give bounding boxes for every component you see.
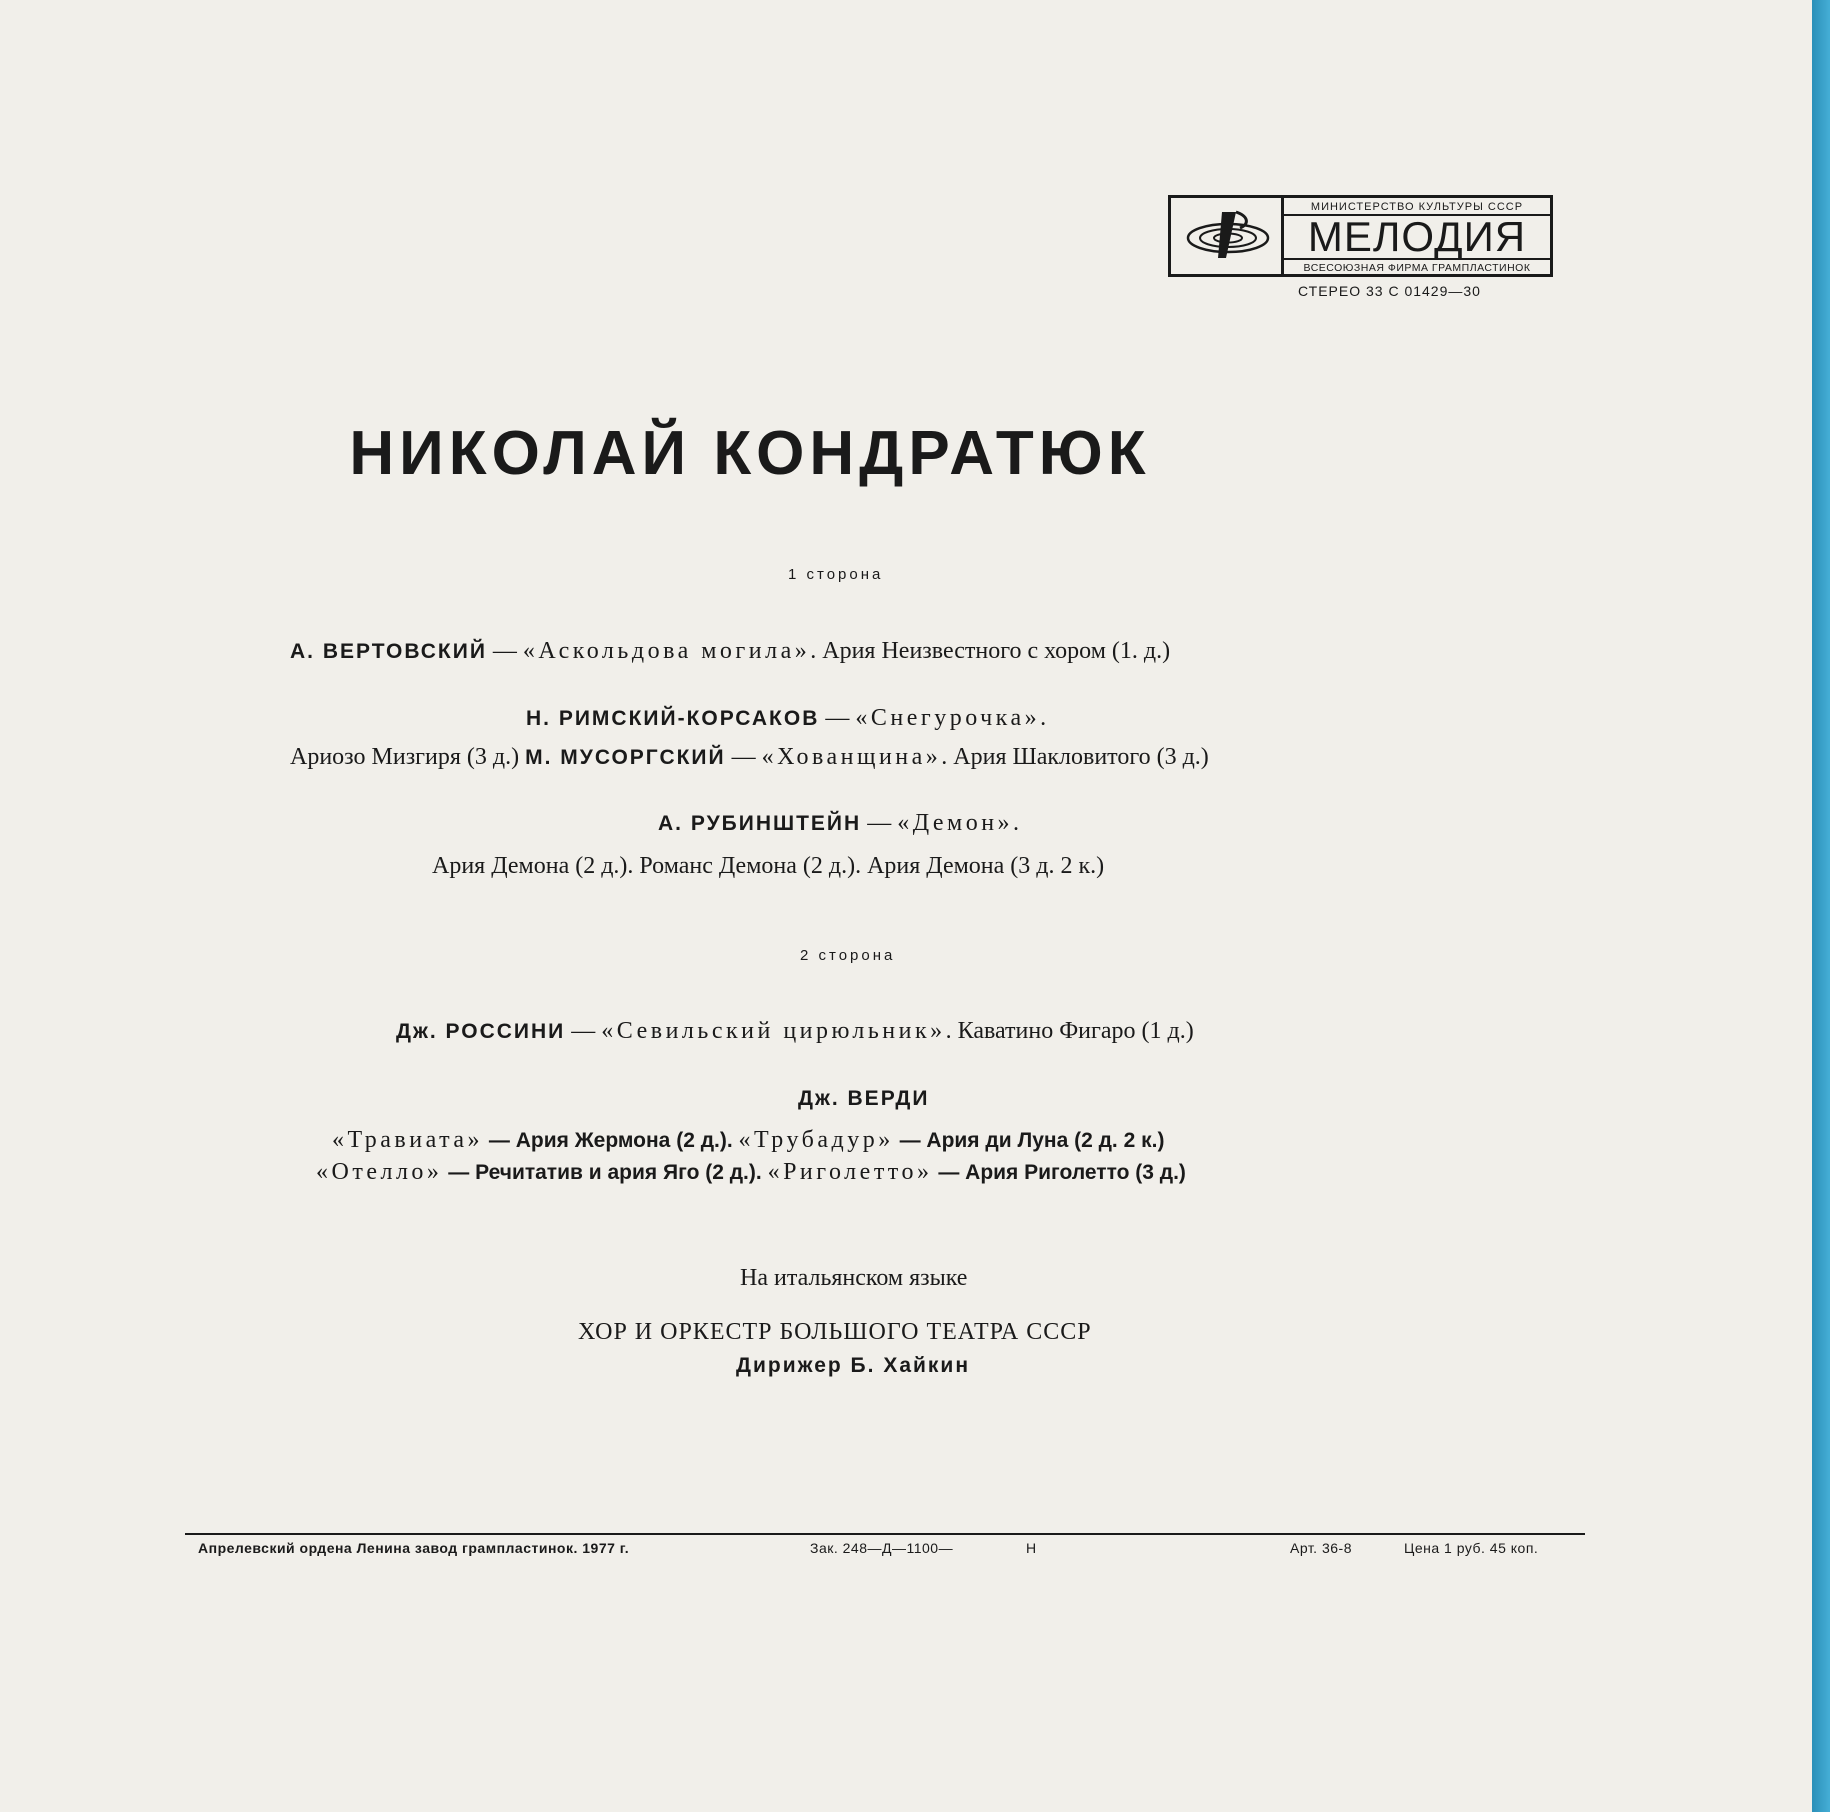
composer: А. РУБИНШТЕЙН <box>658 812 862 835</box>
logo-firm: ВСЕСОЮЗНАЯ ФИРМА ГРАМПЛАСТИНОК <box>1303 262 1531 274</box>
footer-art: Арт. 36-8 <box>1290 1540 1352 1556</box>
composer: Н. РИМСКИЙ-КОРСАКОВ <box>526 707 820 730</box>
catalog-number: СТЕРЕО 33 С 01429—30 <box>1298 283 1481 299</box>
work-title: «Хованщина» <box>761 744 942 770</box>
work-title: «Отелло» <box>316 1159 443 1185</box>
side2-line-4: «Отелло» — Речитатив и ария Яго (2 д.). «Риголетто» — Ария Риголетто (3 д.) <box>316 1159 1186 1185</box>
melodiya-logo <box>1168 195 1553 277</box>
footer-order: Зак. 248—Д—1100— <box>810 1540 954 1556</box>
composer: Дж. РОССИНИ <box>396 1020 566 1043</box>
work-title: «Аскольдова могила» <box>522 638 811 664</box>
ensemble: ХОР И ОРКЕСТР БОЛЬШОГО ТЕАТРА СССР <box>578 1319 1092 1345</box>
side-2-label: 2 сторона <box>800 947 896 964</box>
logo-brand: МЕЛОДИЯ <box>1284 214 1550 260</box>
side1-line-4: А. РУБИНШТЕЙН — «Демон». <box>658 810 1020 836</box>
side2-line-2 <box>798 1085 929 1112</box>
side-1-label: 1 сторона <box>788 566 884 583</box>
side2-line-1: Дж. РОССИНИ — «Севильский цирюльник». Каватино Фигаро (1 д.) <box>396 1018 1194 1044</box>
footer-divider <box>185 1533 1585 1535</box>
work-title: «Трубадур» <box>738 1127 894 1153</box>
conductor: Дирижер Б. Хайкин <box>736 1354 971 1377</box>
footer-mark: Н <box>1026 1540 1037 1556</box>
work-title: «Севильский цирюльник» <box>601 1018 946 1044</box>
composer: М. МУСОРГСКИЙ <box>525 746 726 769</box>
melodiya-emblem-icon <box>1171 198 1284 274</box>
sleeve-edge-strip <box>1812 0 1830 1812</box>
footer-plant: Апрелевский ордена Ленина завод грампластинок. 1977 г. <box>198 1540 630 1556</box>
side1-line-1: А. ВЕРТОВСКИЙ — «Аскольдова могила». Ария Неизвестного с хором (1. д.) <box>290 638 1171 664</box>
work-title: «Риголетто» <box>767 1159 933 1185</box>
language-note: На итальянском языке <box>740 1265 968 1291</box>
side2-line-3: «Травиата» — Ария Жермона (2 д.). «Трубадур» — Ария ди Луна (2 д. 2 к.) <box>332 1127 1165 1153</box>
page-title: НИКОЛАЙ КОНДРАТЮК <box>349 419 1151 488</box>
side1-line-5: Ария Демона (2 д.). Романс Демона (2 д.). Ария Демона (3 д. 2 к.) <box>432 853 1105 879</box>
side1-line-3: Ариозо Мизгиря (3 д.) М. МУСОРГСКИЙ — «Хованщина». Ария Шакловитого (3 д.) <box>290 744 1209 770</box>
work-title: «Демон» <box>897 810 1014 836</box>
composer: Дж. ВЕРДИ <box>798 1087 930 1110</box>
work-title: «Травиата» <box>332 1127 484 1153</box>
composer: А. ВЕРТОВСКИЙ <box>290 640 487 663</box>
work-title: «Снегурочка» <box>855 705 1041 731</box>
footer-price: Цена 1 руб. 45 коп. <box>1404 1540 1539 1556</box>
logo-ministry: МИНИСТЕРСТВО КУЛЬТУРЫ СССР <box>1310 201 1524 213</box>
side1-line-2: Н. РИМСКИЙ-КОРСАКОВ — «Снегурочка». <box>526 705 1047 731</box>
